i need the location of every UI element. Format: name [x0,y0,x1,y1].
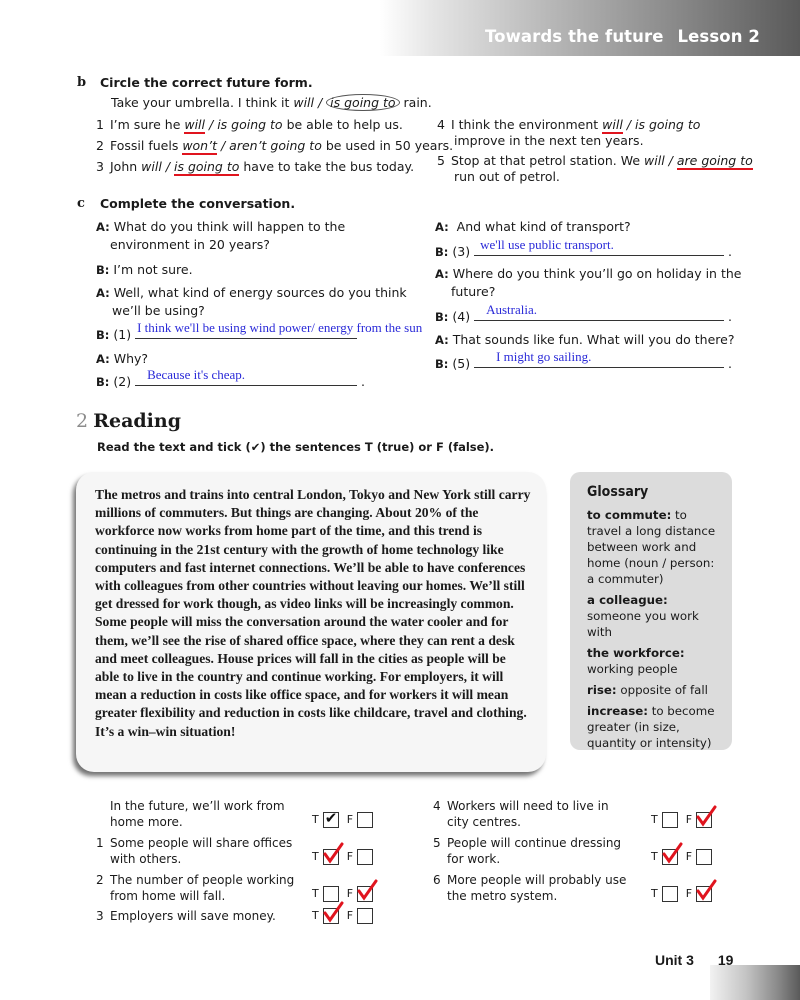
true-checkbox[interactable] [323,908,339,924]
conversation-line: A: That sounds like fun. What will you do there? [435,332,735,347]
conversation-line-cont: future? [451,284,496,299]
red-tick-icon [322,842,344,864]
glossary-box [570,472,732,750]
exercise-b-item-5: 5 Stop at that petrol station. We will / are going to [437,153,753,168]
conversation-answer-5: B: (5) I might go sailing. . [435,349,733,371]
conversation-answer-1: B: (1) I think we'll be using wind power/ energy from the sun [96,320,423,342]
handwritten-answer: we'll use public transport. [480,237,614,252]
selected-answer: won’t [182,138,217,153]
red-tick-icon [356,879,378,901]
lesson-topic: Towards the future [484,27,664,46]
lesson-number: Lesson 2 [677,27,760,46]
exercise-b-item-4-cont: improve in the next ten years. [454,133,644,148]
conversation-line: A: Why? [96,351,149,366]
true-checkbox[interactable] [323,812,339,828]
glossary-entry: a colleague: someone you work with [587,593,699,639]
true-checkbox[interactable] [662,849,678,865]
selected-answer: will [602,117,623,132]
selected-answer: are going to [676,153,753,168]
handwritten-answer: I might go sailing. [496,349,592,364]
glossary-entry: the workforce: working people [587,646,685,676]
false-checkbox[interactable] [357,908,373,924]
conversation-line-cont: we’ll be using? [112,303,205,318]
page-number: 19 [717,952,734,968]
conversation-line: B: I’m not sure. [96,262,193,277]
section-title: Reading [93,410,181,432]
glossary-entry: to commute: to travel a long distance between work and home (noun / person: a commuter) [587,508,716,586]
true-checkbox[interactable] [323,886,339,902]
true-checkbox[interactable] [662,886,678,902]
conversation-line: A: Well, what kind of energy sources do you think [96,285,407,300]
conversation-answer-4: B: (4) Australia. . [435,302,733,324]
false-checkbox[interactable] [696,812,712,828]
answer-blank-4[interactable] [474,302,724,321]
false-checkbox[interactable] [696,849,712,865]
reading-text-card [76,472,546,772]
header-title [485,27,760,46]
handwritten-answer: I think we'll be using wind power/ energy from the sun [137,320,423,335]
glossary-title: Glossary [587,484,649,500]
handwritten-answer: Australia. [486,302,537,317]
exercise-b-item-4: 4 I think the environment will / is going to [437,117,701,132]
exercise-b-title: Circle the correct future form. [100,75,313,90]
answer-blank-3[interactable] [474,237,724,256]
red-tick-icon [695,805,717,827]
page-footer [655,952,733,968]
exercise-c-letter: c [77,196,85,211]
red-tick-icon [661,842,683,864]
false-checkbox[interactable] [696,886,712,902]
red-tick-icon [695,879,717,901]
conversation-line: A: And what kind of transport? [435,219,631,234]
exercise-b-item-5-cont: run out of petrol. [454,169,560,184]
true-checkbox[interactable] [323,849,339,865]
handwritten-answer: Because it's cheap. [147,367,246,382]
section-number: 2 [76,410,89,432]
false-checkbox[interactable] [357,812,373,828]
unit-label: Unit 3 [655,952,694,968]
reading-instruction: Read the text and tick (✔) the sentences T (true) or F (false). [97,440,495,454]
section-heading [76,410,181,432]
exercise-c-title: Complete the conversation. [100,196,296,211]
exercise-b-item-1: 1 I’m sure he will / is going to be able to help us. [96,117,403,132]
true-checkbox[interactable] [662,812,678,828]
answer-blank-5[interactable] [474,349,724,368]
conversation-line: A: Where do you think you’ll go on holiday in the [435,266,742,281]
exercise-b-letter: b [77,75,87,90]
glossary-entry: rise: opposite of fall [587,683,708,697]
footer-banner [710,965,800,1000]
exercise-b-example: Take your umbrella. I think it will / is going to rain. [111,95,432,110]
conversation-line: A: What do you think will happen to the [96,219,346,234]
red-tick-icon [322,901,344,923]
conversation-line-cont: environment in 20 years? [110,237,270,252]
header-banner [380,0,800,56]
selected-answer: will [184,117,206,132]
conversation-answer-3: B: (3) we'll use public transport. . [435,237,733,259]
circled-answer: is going to [326,94,399,111]
exercise-b-item-3: 3 John will / is going to have to take the bus today. [96,159,415,174]
false-checkbox[interactable] [357,886,373,902]
glossary-entry: increase: to become greater (in size, quantity or intensity) [587,704,715,750]
false-checkbox[interactable] [357,849,373,865]
reading-text: The metros and trains into central London, Tokyo and New York still carry millions of commuters. But things are changing. About 20% of the workforce now works from home part of the time, and this trend is continuing in the 21st century with the growth of home technology like computers and fast internet connections. We’ll be able to have conferences with colleagues from other countries without leaving our homes. We’ll still get dressed for work though, as video links will be increasingly common. Some people will miss the conversation around the water cooler and for them, we’ll see the rise of shared office space, where they can rent a desk and meet colleagues. House prices will fall in the cities as people will be able to live in the country and continue working. For employers, it will mean a reduction in costs like office space, and for workers it will mean greater flexibility and reduction in costs like childcare, travel and clothing. It’s a win–win situation! [95,487,531,739]
conversation-answer-2: B: (2) Because it's cheap. . [96,367,366,389]
selected-answer: is going to [173,159,240,174]
exercise-b-item-2: 2 Fossil fuels won’t / aren’t going to be used in 50 years. [96,138,454,153]
answer-blank-2[interactable] [135,367,357,386]
